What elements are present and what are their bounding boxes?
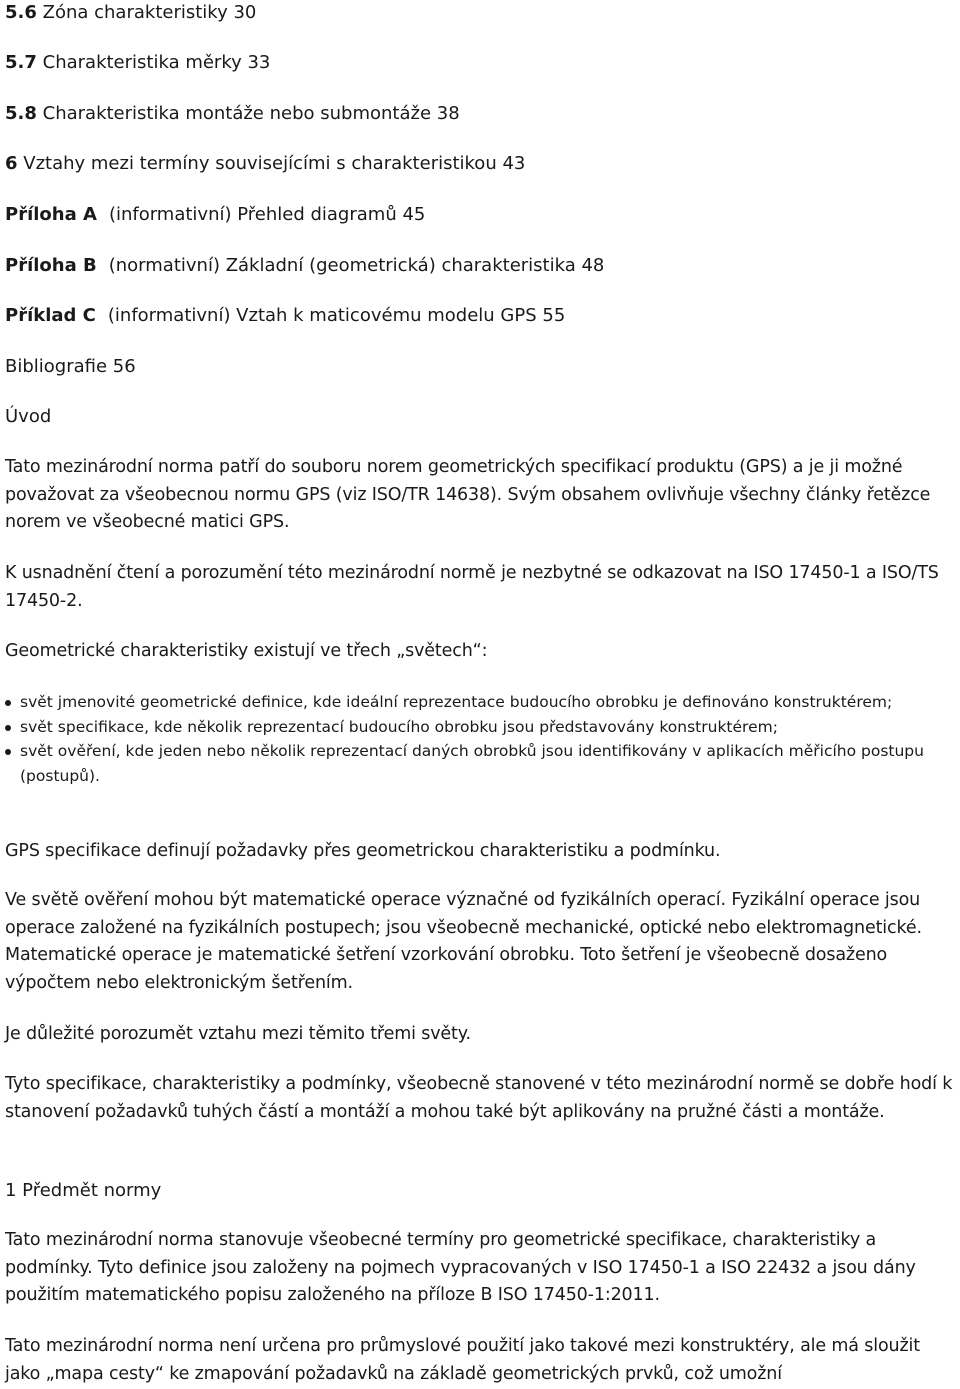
list-item-text: svět ověření, kde jeden nebo několik reprezentací daných obrobků jsou identifikovány v aplikacích měřicího postupu (postupů). [20, 742, 924, 785]
intro-heading: Úvod [5, 406, 52, 427]
toc-number: Příloha B [5, 255, 97, 276]
toc-title: Bibliografie 56 [5, 356, 136, 377]
bullet-icon [5, 725, 11, 731]
toc-item [5, 52, 270, 74]
paragraph: Tato mezinárodní norma není určena pro průmyslové použití jako takové mezi konstruktéry, ale má sloužit jako „mapa cesty“ ke zmapování požadavků na základě geometrických prvků, což umožní [5, 1336, 920, 1384]
toc-number: Příklad C [5, 305, 96, 326]
toc-item [5, 103, 460, 125]
toc-title: (normativní) Základní (geometrická) charakteristika 48 [108, 255, 605, 276]
toc-title: (informativní) Přehled diagramů 45 [108, 204, 426, 225]
paragraph: Je důležité porozumět vztahu mezi těmito třemi světy. [5, 1024, 471, 1044]
paragraph: Geometrické charakteristiky existují ve třech „světech“: [5, 641, 488, 661]
toc-title: Zóna charakteristiky 30 [42, 2, 257, 23]
toc-item [5, 356, 136, 378]
section-heading: 1 Předmět normy [5, 1180, 162, 1201]
list-item [0, 690, 960, 715]
paragraph: K usnadnění čtení a porozumění této mezinárodní normě je nezbytné se odkazovat na ISO 17450-1 a ISO/TS 17450-2. [5, 563, 939, 611]
bullet-icon [5, 700, 11, 706]
paragraph: GPS specifikace definují požadavky přes geometrickou charakteristiku a podmínku. [5, 841, 721, 861]
toc-title: Charakteristika montáže nebo submontáže 38 [42, 103, 460, 124]
bullet-icon [5, 749, 11, 755]
toc-item [5, 204, 425, 226]
toc-number: 5.7 [5, 52, 37, 73]
paragraph: Tyto specifikace, charakteristiky a podmínky, všeobecně stanovené v této mezinárodní normě se dobře hodí k stanovení požadavků tuhých částí a montáží a mohou také být aplikovány na pružné části a montáže. [5, 1074, 953, 1122]
paragraph: Tato mezinárodní norma patří do souboru norem geometrických specifikací produktu (GPS) a je ji možné považovat za všeobecnou normu GPS (viz ISO/TR 14638). Svým obsahem ovlivňuje všechny články řetězce norem ve všeobecné matici GPS. [5, 457, 931, 532]
toc-number: 6 [5, 153, 18, 174]
list-item [0, 739, 960, 788]
toc-item [5, 305, 565, 327]
list-item-text: svět specifikace, kde několik reprezentací budoucího obrobku jsou představovány konstruktérem; [20, 717, 778, 736]
toc-item [5, 2, 256, 24]
worlds-list [0, 690, 960, 788]
list-item-text: svět jmenovité geometrické definice, kde ideální reprezentace budoucího obrobku je definováno konstruktérem; [20, 693, 893, 711]
toc-number: 5.8 [5, 103, 37, 124]
toc-item [5, 255, 604, 277]
list-item [0, 715, 960, 740]
toc-number: 5.6 [5, 2, 37, 23]
toc-number: Příloha A [5, 204, 97, 225]
paragraph: Tato mezinárodní norma stanovuje všeobecné termíny pro geometrické specifikace, charakteristiky a podmínky. Tyto definice jsou založeny na pojmech vypracovaných v ISO 17450-1 a ISO 22432 a jsou dány použitím matematického popisu založeného na příloze B ISO 17450-1:2011. [5, 1230, 916, 1305]
toc-title: Vztahy mezi termíny souvisejícími s charakteristikou 43 [23, 153, 526, 174]
paragraph: Ve světě ověření mohou být matematické operace význačné od fyzikálních operací. Fyzikální operace jsou operace založené na fyzikálních postupech; jsou všeobecně mechanické, optické nebo elektromagnetické. Matematické operace je matematické šetření vzorkování obrobku. Toto šetření je všeobecně dosaženo výpočtem nebo elektronickým šetřením. [5, 890, 922, 993]
toc-title: (informativní) Vztah k maticovému modelu GPS 55 [107, 305, 566, 326]
toc-title: Charakteristika měrky 33 [42, 52, 271, 73]
toc-item [5, 153, 525, 175]
